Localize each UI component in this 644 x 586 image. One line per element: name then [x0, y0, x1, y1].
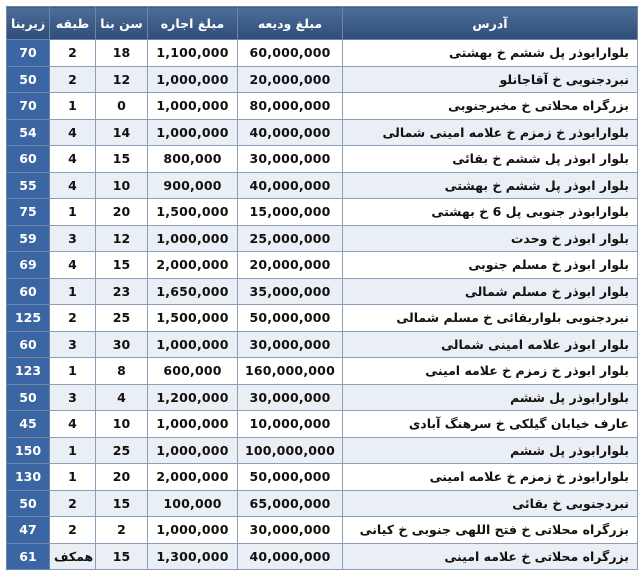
table-row [7, 358, 638, 385]
cell-deposit: 40,000,000 [238, 172, 343, 199]
cell-rent: 2,000,000 [148, 464, 238, 491]
cell-address: بلوار ابوذر پل ششم خ بقائی [343, 146, 638, 173]
cell-deposit: 160,000,000 [238, 358, 343, 385]
cell-rent: 1,000,000 [148, 225, 238, 252]
cell-deposit: 30,000,000 [238, 384, 343, 411]
cell-floor: 2 [50, 517, 96, 544]
cell-area: 59 [7, 225, 50, 252]
cell-deposit: 30,000,000 [238, 517, 343, 544]
table-row [7, 225, 638, 252]
cell-rent: 1,000,000 [148, 93, 238, 120]
table-body [7, 40, 638, 570]
cell-rent: 1,200,000 [148, 384, 238, 411]
header-floor: طبقه [50, 7, 96, 40]
cell-floor: 3 [50, 384, 96, 411]
cell-area: 55 [7, 172, 50, 199]
cell-address: نبردجنوبی بلواربقائی خ مسلم شمالی [343, 305, 638, 332]
table-row [7, 464, 638, 491]
rental-listings-table-container [6, 6, 637, 570]
cell-deposit: 100,000,000 [238, 437, 343, 464]
cell-address: بلوارابوذر پل ششم [343, 384, 638, 411]
cell-floor: 1 [50, 93, 96, 120]
cell-age: 25 [96, 305, 148, 332]
cell-age: 10 [96, 172, 148, 199]
table-row [7, 93, 638, 120]
cell-deposit: 80,000,000 [238, 93, 343, 120]
cell-deposit: 30,000,000 [238, 146, 343, 173]
cell-area: 54 [7, 119, 50, 146]
cell-address: بزرگراه محلاتی خ فتح اللهی جنوبی خ کیانی [343, 517, 638, 544]
table-row [7, 490, 638, 517]
cell-deposit: 20,000,000 [238, 66, 343, 93]
table-row [7, 543, 638, 570]
cell-age: 8 [96, 358, 148, 385]
cell-area: 60 [7, 146, 50, 173]
cell-age: 20 [96, 464, 148, 491]
cell-age: 20 [96, 199, 148, 226]
cell-age: 12 [96, 225, 148, 252]
header-address: آدرس [343, 7, 638, 40]
cell-floor: 2 [50, 40, 96, 67]
table-row [7, 172, 638, 199]
cell-age: 12 [96, 66, 148, 93]
cell-floor: 1 [50, 358, 96, 385]
cell-area: 60 [7, 331, 50, 358]
cell-area: 70 [7, 93, 50, 120]
cell-address: بلوار ابوذر علامه امینی شمالی [343, 331, 638, 358]
cell-rent: 1,100,000 [148, 40, 238, 67]
cell-rent: 600,000 [148, 358, 238, 385]
cell-deposit: 60,000,000 [238, 40, 343, 67]
cell-area: 69 [7, 252, 50, 279]
cell-area: 125 [7, 305, 50, 332]
cell-rent: 1,000,000 [148, 66, 238, 93]
header-rent: مبلغ اجاره [148, 7, 238, 40]
cell-deposit: 50,000,000 [238, 305, 343, 332]
cell-floor: 1 [50, 278, 96, 305]
table-row [7, 331, 638, 358]
cell-floor: 2 [50, 66, 96, 93]
cell-age: 15 [96, 252, 148, 279]
cell-floor: 4 [50, 252, 96, 279]
table-header-row [7, 7, 638, 40]
cell-area: 70 [7, 40, 50, 67]
cell-rent: 2,000,000 [148, 252, 238, 279]
cell-address: بلوار ابوذر خ زمزم خ علامه امینی [343, 358, 638, 385]
cell-deposit: 40,000,000 [238, 119, 343, 146]
cell-area: 50 [7, 384, 50, 411]
cell-area: 61 [7, 543, 50, 570]
rental-listings-table [6, 6, 638, 570]
cell-age: 15 [96, 146, 148, 173]
cell-floor: 4 [50, 146, 96, 173]
cell-floor: 2 [50, 305, 96, 332]
cell-age: 14 [96, 119, 148, 146]
cell-deposit: 30,000,000 [238, 331, 343, 358]
cell-age: 4 [96, 384, 148, 411]
cell-floor: 1 [50, 464, 96, 491]
cell-address: بلوار ابوذر پل ششم خ بهشتی [343, 172, 638, 199]
cell-rent: 900,000 [148, 172, 238, 199]
table-row [7, 119, 638, 146]
cell-deposit: 10,000,000 [238, 411, 343, 438]
cell-floor: 3 [50, 225, 96, 252]
cell-age: 0 [96, 93, 148, 120]
cell-age: 2 [96, 517, 148, 544]
cell-address: بلوارابوذر پل ششم [343, 437, 638, 464]
cell-address: عارف خیابان گیلکی خ سرهنگ آبادی [343, 411, 638, 438]
table-row [7, 252, 638, 279]
cell-address: بلوار ابوذر خ مسلم شمالی [343, 278, 638, 305]
cell-floor: 4 [50, 172, 96, 199]
table-row [7, 411, 638, 438]
cell-address: نبردجنوبی خ بقائی [343, 490, 638, 517]
cell-area: 150 [7, 437, 50, 464]
cell-area: 50 [7, 490, 50, 517]
table-row [7, 66, 638, 93]
cell-age: 23 [96, 278, 148, 305]
cell-address: نبردجنوبی خ آقاجانلو [343, 66, 638, 93]
cell-address: بلوار ابوذر خ وحدت [343, 225, 638, 252]
cell-address: بلوارابوذر جنوبی پل 6 خ بهشتی [343, 199, 638, 226]
cell-floor: 3 [50, 331, 96, 358]
cell-deposit: 40,000,000 [238, 543, 343, 570]
cell-rent: 1,000,000 [148, 331, 238, 358]
cell-rent: 1,000,000 [148, 411, 238, 438]
cell-age: 30 [96, 331, 148, 358]
header-area: زیربنا [7, 7, 50, 40]
cell-deposit: 15,000,000 [238, 199, 343, 226]
cell-age: 15 [96, 543, 148, 570]
cell-area: 45 [7, 411, 50, 438]
cell-deposit: 35,000,000 [238, 278, 343, 305]
cell-address: بلوار ابوذر خ مسلم جنوبی [343, 252, 638, 279]
cell-area: 130 [7, 464, 50, 491]
table-row [7, 278, 638, 305]
cell-area: 50 [7, 66, 50, 93]
table-row [7, 517, 638, 544]
cell-age: 15 [96, 490, 148, 517]
header-age: سن بنا [96, 7, 148, 40]
cell-rent: 1,650,000 [148, 278, 238, 305]
cell-rent: 1,300,000 [148, 543, 238, 570]
cell-floor: 2 [50, 490, 96, 517]
cell-address: بزرگراه محلاتی خ مخبرجنوبی [343, 93, 638, 120]
cell-rent: 1,500,000 [148, 305, 238, 332]
cell-deposit: 65,000,000 [238, 490, 343, 517]
cell-area: 123 [7, 358, 50, 385]
table-row [7, 305, 638, 332]
cell-area: 47 [7, 517, 50, 544]
cell-rent: 800,000 [148, 146, 238, 173]
cell-area: 60 [7, 278, 50, 305]
table-row [7, 40, 638, 67]
header-deposit: مبلغ ودیعه [238, 7, 343, 40]
cell-deposit: 25,000,000 [238, 225, 343, 252]
cell-floor: همکف [50, 543, 96, 570]
cell-floor: 1 [50, 199, 96, 226]
cell-age: 25 [96, 437, 148, 464]
table-row [7, 146, 638, 173]
cell-rent: 1,000,000 [148, 517, 238, 544]
cell-rent: 1,500,000 [148, 199, 238, 226]
cell-floor: 1 [50, 437, 96, 464]
cell-address: بلوارابوذر خ زمزم خ علامه امینی شمالی [343, 119, 638, 146]
cell-address: بلوارابوذر پل ششم خ بهشتی [343, 40, 638, 67]
cell-deposit: 20,000,000 [238, 252, 343, 279]
cell-area: 75 [7, 199, 50, 226]
table-row [7, 199, 638, 226]
cell-address: بلوارابوذر خ زمزم خ علامه امینی [343, 464, 638, 491]
cell-rent: 1,000,000 [148, 119, 238, 146]
table-row [7, 384, 638, 411]
cell-age: 10 [96, 411, 148, 438]
cell-address: بزرگراه محلاتی خ علامه امینی [343, 543, 638, 570]
cell-rent: 1,000,000 [148, 437, 238, 464]
table-row [7, 437, 638, 464]
cell-deposit: 50,000,000 [238, 464, 343, 491]
cell-floor: 4 [50, 411, 96, 438]
cell-floor: 4 [50, 119, 96, 146]
cell-rent: 100,000 [148, 490, 238, 517]
cell-age: 18 [96, 40, 148, 67]
